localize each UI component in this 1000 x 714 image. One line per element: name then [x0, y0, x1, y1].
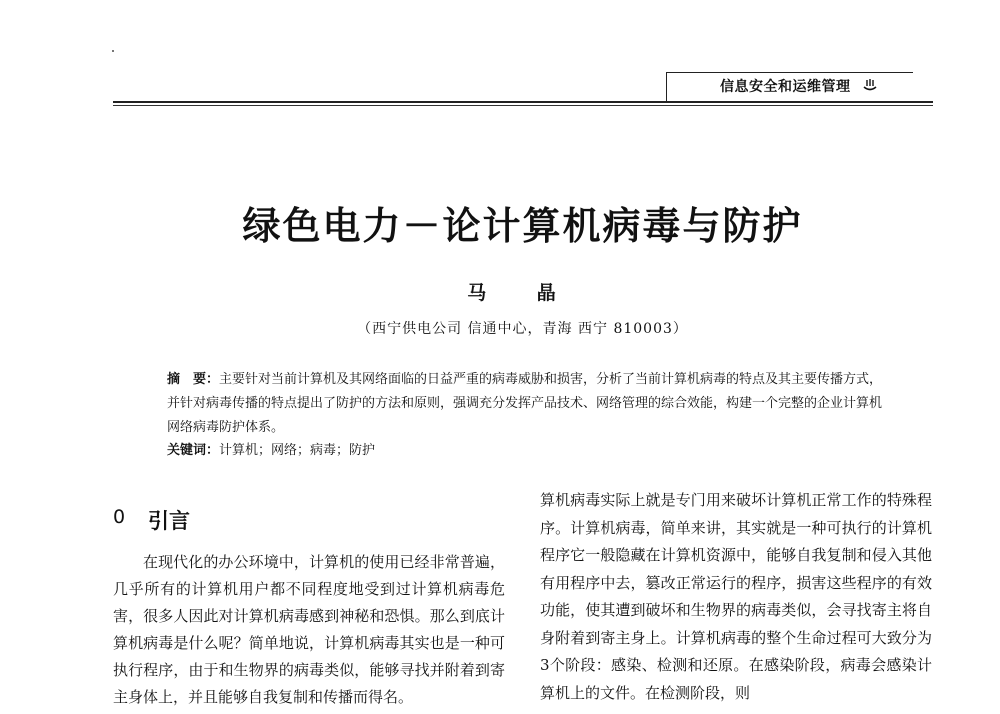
header-rule-thick — [113, 101, 933, 103]
section-number: 0 — [113, 506, 126, 528]
header-rule-thin — [113, 105, 933, 106]
section-title: 引言 — [148, 509, 190, 533]
body-column-left: 在现代化的办公环境中，计算机的使用已经非常普遍，几乎所有的计算机用户都不同程度地受到过计算机病毒危害，很多人因此对计算机病毒感到神秘和恐惧。那么到底计算机病毒是什么呢？简单地说，计算机病毒其实也是一种可执行程序，由于和生物界的病毒类似，能够寻找并附着到寄主身体上，并且能够自我复制和传播而得名。 — [113, 553, 505, 706]
abstract-text: 主要针对当前计算机及其网络面临的日益严重的病毒威胁和损害，分析了当前计算机病毒的特点及其主要传播方式，并针对病毒传播的特点提出了防护的方法和原则，强调充分发挥产品技术、网络管理的综合效能，构建一个完整的企业计算机网络病毒防护体系。 — [167, 372, 883, 435]
abstract — [167, 368, 885, 440]
keywords-label: 关键词： — [167, 443, 220, 458]
keywords-text: 计算机；网络；病毒；防护 — [219, 443, 376, 458]
abstract-label: 摘 要： — [167, 372, 220, 387]
journal-logo-icon — [862, 78, 878, 92]
keywords — [167, 441, 885, 461]
paper-author: 马 晶 — [467, 282, 578, 304]
running-header-title: 信息安全和运维管理 — [720, 79, 851, 95]
scan-speck — [112, 50, 114, 52]
paper-affiliation: （西宁供电公司 信通中心，青海 西宁 810003） — [357, 321, 688, 337]
paper-title: 绿色电力－论计算机病毒与防护 — [242, 204, 803, 248]
body-column-right: 算机病毒实际上就是专门用来破坏计算机正常工作的特殊程序。计算机病毒，简单来讲，其实就是一种可执行的计算机程序它一般隐藏在计算机资源中，能够自我复制和侵入其他有用程序中去，篡改正常运行的程序，损害这些程序的有效功能，使其遭到破坏和生物界的病毒类似，会寻找寄主将自身附着到寄主身上。计算机病毒的整个生命过程可大致分为3个阶段：感染、检测和还原。在感染阶段，病毒会感染计算机上的文件。在检测阶段，则 — [540, 491, 932, 702]
